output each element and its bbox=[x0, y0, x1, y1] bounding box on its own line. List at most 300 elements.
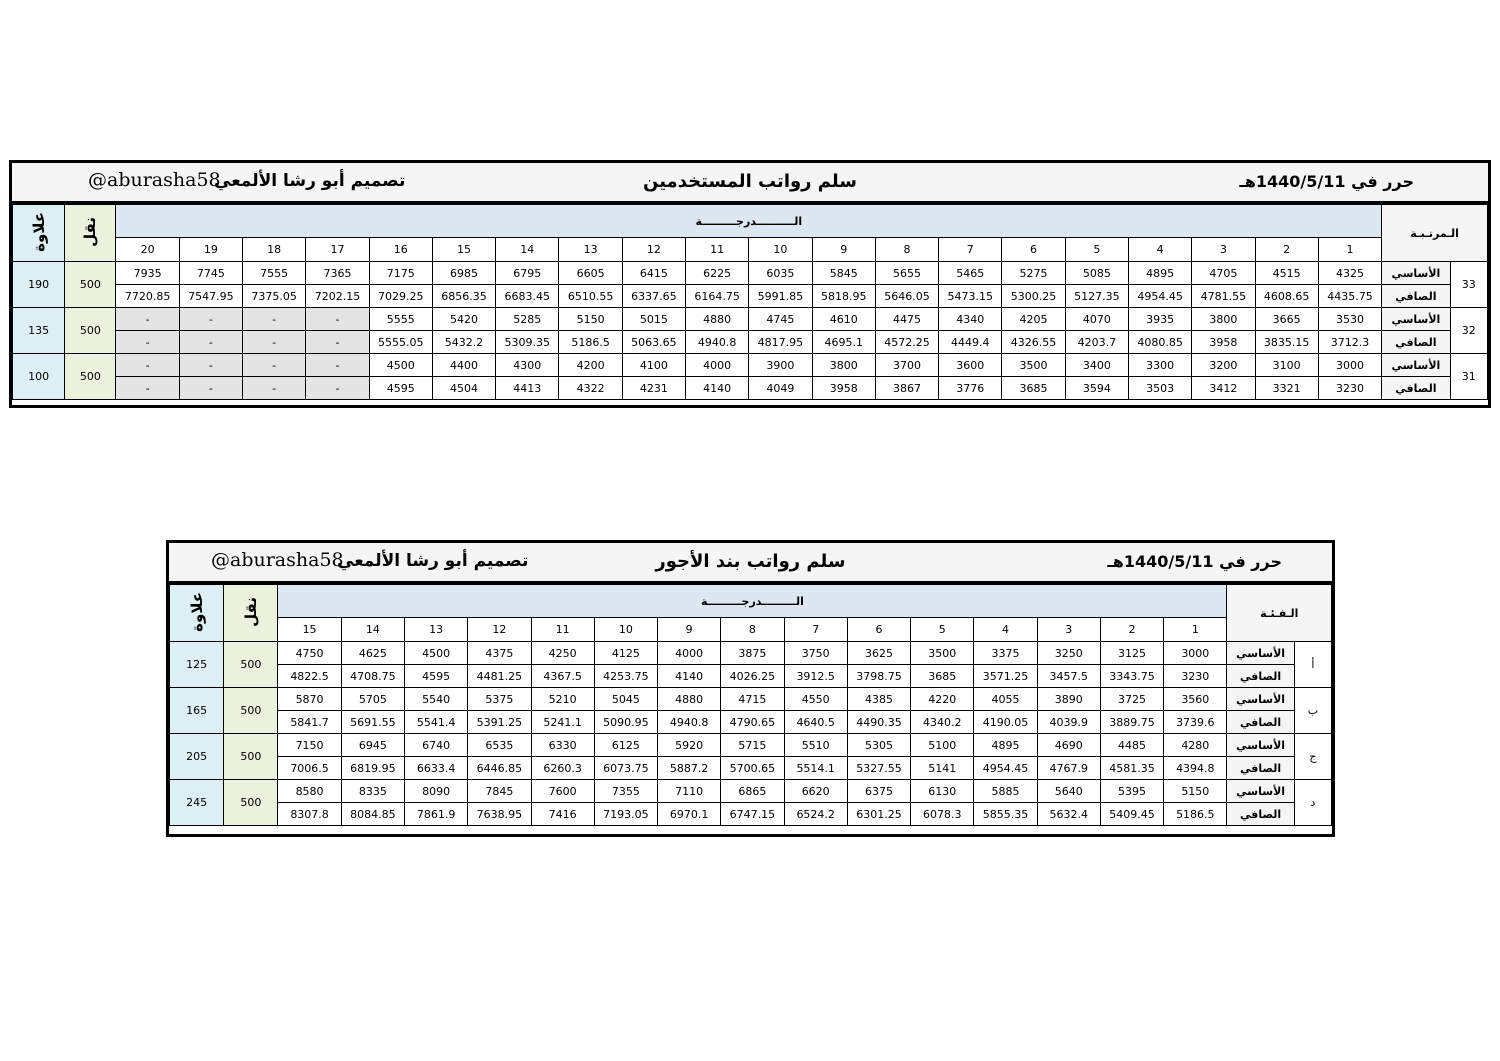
basic-salary-cell: 4000 bbox=[658, 642, 721, 665]
basic-salary-cell: 4300 bbox=[496, 354, 559, 377]
net-salary-cell: 3739.6 bbox=[1164, 711, 1227, 734]
net-salary-cell: 7416 bbox=[531, 803, 594, 826]
basic-salary-cell: 6605 bbox=[559, 262, 622, 285]
net-salary-cell: 5127.35 bbox=[1065, 285, 1128, 308]
basic-salary-cell: 8090 bbox=[404, 780, 467, 803]
grade-header: الــــــــــدرجـــــــــة bbox=[116, 205, 1382, 238]
allowance-value: 165 bbox=[170, 688, 224, 734]
basic-label: الأساسي bbox=[1227, 780, 1294, 803]
basic-salary-cell: 3800 bbox=[1192, 308, 1255, 331]
step-number: 15 bbox=[432, 238, 495, 262]
title-bar bbox=[12, 163, 1488, 204]
step-number: 13 bbox=[559, 238, 622, 262]
allowance-value: 100 bbox=[13, 354, 65, 400]
basic-salary-cell: 6130 bbox=[911, 780, 974, 803]
basic-salary-cell: 4610 bbox=[812, 308, 875, 331]
basic-salary-cell: 5420 bbox=[432, 308, 495, 331]
step-number: 2 bbox=[1255, 238, 1318, 262]
net-salary-cell: 5555.05 bbox=[369, 331, 432, 354]
step-number: 9 bbox=[658, 618, 721, 642]
basic-salary-cell: 5555 bbox=[369, 308, 432, 331]
basic-salary-cell: 7845 bbox=[468, 780, 531, 803]
net-salary-cell: 4781.55 bbox=[1192, 285, 1255, 308]
basic-salary-cell: 3900 bbox=[749, 354, 812, 377]
net-salary-cell: 7202.15 bbox=[306, 285, 369, 308]
basic-salary-cell: 3800 bbox=[812, 354, 875, 377]
net-salary-cell: 5090.95 bbox=[594, 711, 657, 734]
basic-salary-cell: 5920 bbox=[658, 734, 721, 757]
basic-salary-cell: 4715 bbox=[721, 688, 784, 711]
basic-salary-cell: 5885 bbox=[974, 780, 1037, 803]
basic-salary-cell: - bbox=[306, 308, 369, 331]
net-salary-cell: 6260.3 bbox=[531, 757, 594, 780]
basic-salary-cell: 3200 bbox=[1192, 354, 1255, 377]
net-salary-cell: 4413 bbox=[496, 377, 559, 400]
transport-header: نقل bbox=[65, 205, 116, 262]
basic-salary-cell: 7600 bbox=[531, 780, 594, 803]
basic-salary-cell: 6620 bbox=[784, 780, 847, 803]
net-salary-cell: 6856.35 bbox=[432, 285, 495, 308]
basic-salary-cell: 3400 bbox=[1065, 354, 1128, 377]
net-salary-cell: 4608.65 bbox=[1255, 285, 1318, 308]
net-salary-cell: 3685 bbox=[911, 665, 974, 688]
basic-salary-cell: - bbox=[179, 354, 242, 377]
step-number: 19 bbox=[179, 238, 242, 262]
basic-salary-cell: 6945 bbox=[341, 734, 404, 757]
basic-salary-cell: 4200 bbox=[559, 354, 622, 377]
basic-salary-cell: - bbox=[243, 354, 306, 377]
basic-salary-cell: 4385 bbox=[847, 688, 910, 711]
net-salary-cell: 4326.55 bbox=[1002, 331, 1065, 354]
net-salary-cell: 5300.25 bbox=[1002, 285, 1065, 308]
basic-salary-cell: 4485 bbox=[1100, 734, 1163, 757]
basic-salary-cell: 3890 bbox=[1037, 688, 1100, 711]
transport-value: 500 bbox=[224, 780, 278, 826]
net-salary-cell: 3712.3 bbox=[1318, 331, 1381, 354]
basic-salary-cell: 3725 bbox=[1100, 688, 1163, 711]
net-salary-cell: 6747.15 bbox=[721, 803, 784, 826]
basic-salary-cell: 5870 bbox=[278, 688, 341, 711]
net-salary-cell: - bbox=[116, 377, 179, 400]
net-salary-cell: - bbox=[116, 331, 179, 354]
grade-header: الـــــــــدرجـــــــــة bbox=[278, 585, 1227, 618]
net-salary-cell: 5541.4 bbox=[404, 711, 467, 734]
basic-salary-cell: 5375 bbox=[468, 688, 531, 711]
step-number: 16 bbox=[369, 238, 432, 262]
allowance-value: 125 bbox=[170, 642, 224, 688]
net-salary-cell: 6073.75 bbox=[594, 757, 657, 780]
basic-salary-cell: 7745 bbox=[179, 262, 242, 285]
allowance-value: 135 bbox=[13, 308, 65, 354]
net-salary-cell: 7861.9 bbox=[404, 803, 467, 826]
basic-salary-cell: 5210 bbox=[531, 688, 594, 711]
net-salary-cell: 5841.7 bbox=[278, 711, 341, 734]
basic-salary-cell: - bbox=[306, 354, 369, 377]
basic-salary-cell: 5640 bbox=[1037, 780, 1100, 803]
basic-salary-cell: 4500 bbox=[369, 354, 432, 377]
step-number: 3 bbox=[1037, 618, 1100, 642]
basic-salary-cell: 5705 bbox=[341, 688, 404, 711]
net-salary-cell: 4790.65 bbox=[721, 711, 784, 734]
net-salary-cell: - bbox=[306, 331, 369, 354]
net-salary-cell: 4504 bbox=[432, 377, 495, 400]
allowance-value: 190 bbox=[13, 262, 65, 308]
table-title: سلم رواتب بند الأجور bbox=[655, 551, 846, 572]
net-salary-cell: 8084.85 bbox=[341, 803, 404, 826]
net-salary-cell: - bbox=[179, 331, 242, 354]
net-salary-cell: 5186.5 bbox=[559, 331, 622, 354]
basic-salary-cell: - bbox=[116, 308, 179, 331]
title-bar bbox=[169, 543, 1332, 584]
basic-salary-cell: 3700 bbox=[875, 354, 938, 377]
basic-salary-cell: 3300 bbox=[1128, 354, 1191, 377]
net-salary-cell: 5818.95 bbox=[812, 285, 875, 308]
step-number: 8 bbox=[875, 238, 938, 262]
step-number: 13 bbox=[404, 618, 467, 642]
net-salary-cell: 4822.5 bbox=[278, 665, 341, 688]
net-salary-cell: 4231 bbox=[622, 377, 685, 400]
net-salary-cell: 3867 bbox=[875, 377, 938, 400]
net-salary-cell: 4435.75 bbox=[1318, 285, 1381, 308]
allowance-value: 205 bbox=[170, 734, 224, 780]
net-salary-cell: 4695.1 bbox=[812, 331, 875, 354]
net-salary-cell: 3798.75 bbox=[847, 665, 910, 688]
basic-salary-cell: 5085 bbox=[1065, 262, 1128, 285]
net-label: الصافي bbox=[1227, 757, 1294, 780]
basic-salary-cell: 3000 bbox=[1164, 642, 1227, 665]
salary-grid bbox=[169, 584, 1332, 826]
basic-salary-cell: 4070 bbox=[1065, 308, 1128, 331]
basic-salary-cell: 5655 bbox=[875, 262, 938, 285]
step-number: 4 bbox=[974, 618, 1037, 642]
basic-salary-cell: 3530 bbox=[1318, 308, 1381, 331]
net-salary-cell: 5991.85 bbox=[749, 285, 812, 308]
basic-salary-cell: 3250 bbox=[1037, 642, 1100, 665]
basic-salary-cell: 5015 bbox=[622, 308, 685, 331]
net-salary-cell: 3685 bbox=[1002, 377, 1065, 400]
basic-salary-cell: 4100 bbox=[622, 354, 685, 377]
rank-value: ج bbox=[1294, 734, 1331, 780]
basic-salary-cell: 3000 bbox=[1318, 354, 1381, 377]
basic-salary-cell: 6035 bbox=[749, 262, 812, 285]
net-salary-cell: 4140 bbox=[658, 665, 721, 688]
basic-salary-cell: 3500 bbox=[911, 642, 974, 665]
net-salary-cell: 4322 bbox=[559, 377, 622, 400]
basic-salary-cell: 5715 bbox=[721, 734, 784, 757]
net-salary-cell: 7029.25 bbox=[369, 285, 432, 308]
basic-salary-cell: 8580 bbox=[278, 780, 341, 803]
transport-value: 500 bbox=[224, 734, 278, 780]
net-salary-cell: 6683.45 bbox=[496, 285, 559, 308]
basic-salary-cell: 4125 bbox=[594, 642, 657, 665]
basic-salary-cell: 6415 bbox=[622, 262, 685, 285]
basic-salary-cell: 4500 bbox=[404, 642, 467, 665]
basic-salary-cell: 3625 bbox=[847, 642, 910, 665]
step-number: 10 bbox=[749, 238, 812, 262]
basic-salary-cell: 4000 bbox=[686, 354, 749, 377]
net-salary-cell: 4940.8 bbox=[658, 711, 721, 734]
net-salary-cell: 3230 bbox=[1318, 377, 1381, 400]
basic-salary-cell: 4895 bbox=[974, 734, 1037, 757]
net-salary-cell: 3571.25 bbox=[974, 665, 1037, 688]
rank-value: 32 bbox=[1450, 308, 1487, 354]
net-salary-cell: 6819.95 bbox=[341, 757, 404, 780]
basic-salary-cell: - bbox=[179, 308, 242, 331]
basic-salary-cell: 6795 bbox=[496, 262, 559, 285]
basic-salary-cell: 6330 bbox=[531, 734, 594, 757]
net-salary-cell: 7720.85 bbox=[116, 285, 179, 308]
basic-salary-cell: 4325 bbox=[1318, 262, 1381, 285]
rank-header: الـفـئـة bbox=[1227, 585, 1332, 642]
basic-salary-cell: 3600 bbox=[939, 354, 1002, 377]
basic-salary-cell: 5275 bbox=[1002, 262, 1065, 285]
net-salary-cell: 3958 bbox=[812, 377, 875, 400]
net-salary-cell: 6078.3 bbox=[911, 803, 974, 826]
basic-salary-cell: 7355 bbox=[594, 780, 657, 803]
basic-salary-cell: 3125 bbox=[1100, 642, 1163, 665]
basic-salary-cell: 7365 bbox=[306, 262, 369, 285]
net-salary-cell: 6633.4 bbox=[404, 757, 467, 780]
net-salary-cell: 5646.05 bbox=[875, 285, 938, 308]
net-label: الصافي bbox=[1227, 711, 1294, 734]
step-number: 6 bbox=[1002, 238, 1065, 262]
basic-salary-cell: 7110 bbox=[658, 780, 721, 803]
net-salary-cell: 7547.95 bbox=[179, 285, 242, 308]
table-title: سلم رواتب المستخدمين bbox=[643, 171, 857, 192]
net-salary-cell: - bbox=[243, 377, 306, 400]
net-label: الصافي bbox=[1382, 285, 1450, 308]
net-salary-cell: 5063.65 bbox=[622, 331, 685, 354]
net-salary-cell: 5186.5 bbox=[1164, 803, 1227, 826]
step-number: 5 bbox=[911, 618, 974, 642]
wages-salary-scale bbox=[166, 540, 1335, 837]
net-salary-cell: 4640.5 bbox=[784, 711, 847, 734]
step-number: 6 bbox=[847, 618, 910, 642]
transport-value: 500 bbox=[224, 642, 278, 688]
basic-salary-cell: - bbox=[243, 308, 306, 331]
step-number: 8 bbox=[721, 618, 784, 642]
net-salary-cell: 4708.75 bbox=[341, 665, 404, 688]
net-salary-cell: 4595 bbox=[404, 665, 467, 688]
net-salary-cell: 5700.65 bbox=[721, 757, 784, 780]
net-label: الصافي bbox=[1227, 803, 1294, 826]
net-salary-cell: 7638.95 bbox=[468, 803, 531, 826]
net-salary-cell: 3457.5 bbox=[1037, 665, 1100, 688]
net-salary-cell: 5855.35 bbox=[974, 803, 1037, 826]
basic-salary-cell: 5540 bbox=[404, 688, 467, 711]
basic-salary-cell: 4340 bbox=[939, 308, 1002, 331]
net-salary-cell: 5327.55 bbox=[847, 757, 910, 780]
basic-salary-cell: 5845 bbox=[812, 262, 875, 285]
net-salary-cell: 6337.65 bbox=[622, 285, 685, 308]
transport-value: 500 bbox=[224, 688, 278, 734]
rank-header: الـمرتـبـة bbox=[1382, 205, 1488, 262]
basic-label: الأساسي bbox=[1227, 688, 1294, 711]
basic-salary-cell: 4055 bbox=[974, 688, 1037, 711]
step-number: 7 bbox=[784, 618, 847, 642]
net-salary-cell: 4595 bbox=[369, 377, 432, 400]
employees-salary-scale bbox=[9, 160, 1491, 408]
net-salary-cell: 3503 bbox=[1128, 377, 1191, 400]
basic-salary-cell: 3665 bbox=[1255, 308, 1318, 331]
basic-salary-cell: 4220 bbox=[911, 688, 974, 711]
basic-salary-cell: 4745 bbox=[749, 308, 812, 331]
net-salary-cell: 4039.9 bbox=[1037, 711, 1100, 734]
step-number: 14 bbox=[496, 238, 559, 262]
net-salary-cell: 4026.25 bbox=[721, 665, 784, 688]
net-salary-cell: 5887.2 bbox=[658, 757, 721, 780]
basic-salary-cell: 5045 bbox=[594, 688, 657, 711]
basic-label: الأساسي bbox=[1382, 308, 1450, 331]
net-salary-cell: 5691.55 bbox=[341, 711, 404, 734]
basic-salary-cell: 3100 bbox=[1255, 354, 1318, 377]
basic-salary-cell: 3375 bbox=[974, 642, 1037, 665]
basic-salary-cell: 4550 bbox=[784, 688, 847, 711]
basic-salary-cell: 4250 bbox=[531, 642, 594, 665]
net-salary-cell: 5391.25 bbox=[468, 711, 531, 734]
basic-salary-cell: 4880 bbox=[686, 308, 749, 331]
net-salary-cell: 4940.8 bbox=[686, 331, 749, 354]
net-label: الصافي bbox=[1382, 331, 1450, 354]
step-number: 3 bbox=[1192, 238, 1255, 262]
net-salary-cell: 4253.75 bbox=[594, 665, 657, 688]
salary-grid bbox=[12, 204, 1488, 400]
net-salary-cell: 4572.25 bbox=[875, 331, 938, 354]
basic-salary-cell: 4690 bbox=[1037, 734, 1100, 757]
net-salary-cell: 5241.1 bbox=[531, 711, 594, 734]
basic-salary-cell: 3875 bbox=[721, 642, 784, 665]
step-number: 10 bbox=[594, 618, 657, 642]
basic-salary-cell: 4895 bbox=[1128, 262, 1191, 285]
net-salary-cell: 4817.95 bbox=[749, 331, 812, 354]
designer-credit: تصميم أبو رشا الألمعي bbox=[214, 171, 406, 191]
basic-salary-cell: 4750 bbox=[278, 642, 341, 665]
step-number: 4 bbox=[1128, 238, 1191, 262]
net-salary-cell: 3343.75 bbox=[1100, 665, 1163, 688]
basic-salary-cell: 5150 bbox=[1164, 780, 1227, 803]
step-number: 12 bbox=[468, 618, 531, 642]
designer-handle: @aburasha58 bbox=[88, 169, 221, 191]
allowance-value: 245 bbox=[170, 780, 224, 826]
basic-salary-cell: 5100 bbox=[911, 734, 974, 757]
basic-salary-cell: 4375 bbox=[468, 642, 531, 665]
basic-salary-cell: 5150 bbox=[559, 308, 622, 331]
transport-value: 500 bbox=[65, 354, 116, 400]
basic-salary-cell: 6375 bbox=[847, 780, 910, 803]
transport-value: 500 bbox=[65, 308, 116, 354]
basic-salary-cell: 3750 bbox=[784, 642, 847, 665]
net-salary-cell: 6510.55 bbox=[559, 285, 622, 308]
net-salary-cell: 3594 bbox=[1065, 377, 1128, 400]
net-salary-cell: 4140 bbox=[686, 377, 749, 400]
net-salary-cell: 4581.35 bbox=[1100, 757, 1163, 780]
net-salary-cell: 5632.4 bbox=[1037, 803, 1100, 826]
allowance-header: علاوة bbox=[170, 585, 224, 642]
net-salary-cell: 4767.9 bbox=[1037, 757, 1100, 780]
step-number: 18 bbox=[243, 238, 306, 262]
net-salary-cell: 4367.5 bbox=[531, 665, 594, 688]
rank-value: أ bbox=[1294, 642, 1331, 688]
step-number: 15 bbox=[278, 618, 341, 642]
basic-salary-cell: 4475 bbox=[875, 308, 938, 331]
basic-salary-cell: 7150 bbox=[278, 734, 341, 757]
net-salary-cell: 5473.15 bbox=[939, 285, 1002, 308]
net-salary-cell: 7193.05 bbox=[594, 803, 657, 826]
step-number: 20 bbox=[116, 238, 179, 262]
net-salary-cell: 4481.25 bbox=[468, 665, 531, 688]
net-salary-cell: - bbox=[306, 377, 369, 400]
basic-label: الأساسي bbox=[1382, 262, 1450, 285]
basic-label: الأساسي bbox=[1227, 642, 1294, 665]
edit-date: حرر في 1440/5/11هـ bbox=[1239, 172, 1414, 191]
net-salary-cell: 4190.05 bbox=[974, 711, 1037, 734]
basic-salary-cell: 6740 bbox=[404, 734, 467, 757]
basic-salary-cell: 4880 bbox=[658, 688, 721, 711]
basic-salary-cell: 4280 bbox=[1164, 734, 1227, 757]
net-salary-cell: 3776 bbox=[939, 377, 1002, 400]
rank-value: ب bbox=[1294, 688, 1331, 734]
net-salary-cell: 7006.5 bbox=[278, 757, 341, 780]
net-salary-cell: 6446.85 bbox=[468, 757, 531, 780]
step-number: 7 bbox=[939, 238, 1002, 262]
net-salary-cell: 5141 bbox=[911, 757, 974, 780]
basic-salary-cell: 5510 bbox=[784, 734, 847, 757]
basic-salary-cell: 4400 bbox=[432, 354, 495, 377]
net-salary-cell: 5309.35 bbox=[496, 331, 559, 354]
step-number: 17 bbox=[306, 238, 369, 262]
step-number: 11 bbox=[686, 238, 749, 262]
net-label: الصافي bbox=[1382, 377, 1450, 400]
rank-value: 31 bbox=[1450, 354, 1487, 400]
step-number: 2 bbox=[1100, 618, 1163, 642]
basic-salary-cell: 4625 bbox=[341, 642, 404, 665]
basic-salary-cell: 4205 bbox=[1002, 308, 1065, 331]
net-salary-cell: 4954.45 bbox=[1128, 285, 1191, 308]
step-number: 1 bbox=[1318, 238, 1381, 262]
basic-salary-cell: 6535 bbox=[468, 734, 531, 757]
net-salary-cell: - bbox=[179, 377, 242, 400]
net-salary-cell: 3835.15 bbox=[1255, 331, 1318, 354]
net-salary-cell: 3889.75 bbox=[1100, 711, 1163, 734]
basic-salary-cell: 4515 bbox=[1255, 262, 1318, 285]
basic-salary-cell: - bbox=[116, 354, 179, 377]
net-salary-cell: 8307.8 bbox=[278, 803, 341, 826]
net-salary-cell: 4954.45 bbox=[974, 757, 1037, 780]
transport-header: نقل bbox=[224, 585, 278, 642]
basic-salary-cell: 5305 bbox=[847, 734, 910, 757]
basic-salary-cell: 3500 bbox=[1002, 354, 1065, 377]
basic-salary-cell: 7175 bbox=[369, 262, 432, 285]
net-salary-cell: 4490.35 bbox=[847, 711, 910, 734]
step-number: 12 bbox=[622, 238, 685, 262]
basic-salary-cell: 3560 bbox=[1164, 688, 1227, 711]
allowance-header: علاوة bbox=[13, 205, 65, 262]
basic-salary-cell: 7935 bbox=[116, 262, 179, 285]
step-number: 9 bbox=[812, 238, 875, 262]
basic-salary-cell: 6985 bbox=[432, 262, 495, 285]
designer-handle: @aburasha58 bbox=[211, 549, 344, 571]
step-number: 1 bbox=[1164, 618, 1227, 642]
basic-salary-cell: 6225 bbox=[686, 262, 749, 285]
basic-salary-cell: 6865 bbox=[721, 780, 784, 803]
basic-salary-cell: 7555 bbox=[243, 262, 306, 285]
net-salary-cell: 4449.4 bbox=[939, 331, 1002, 354]
transport-value: 500 bbox=[65, 262, 116, 308]
basic-label: الأساسي bbox=[1227, 734, 1294, 757]
net-salary-cell: 5432.2 bbox=[432, 331, 495, 354]
net-salary-cell: 3321 bbox=[1255, 377, 1318, 400]
designer-credit: تصميم أبو رشا الألمعي bbox=[337, 551, 529, 571]
